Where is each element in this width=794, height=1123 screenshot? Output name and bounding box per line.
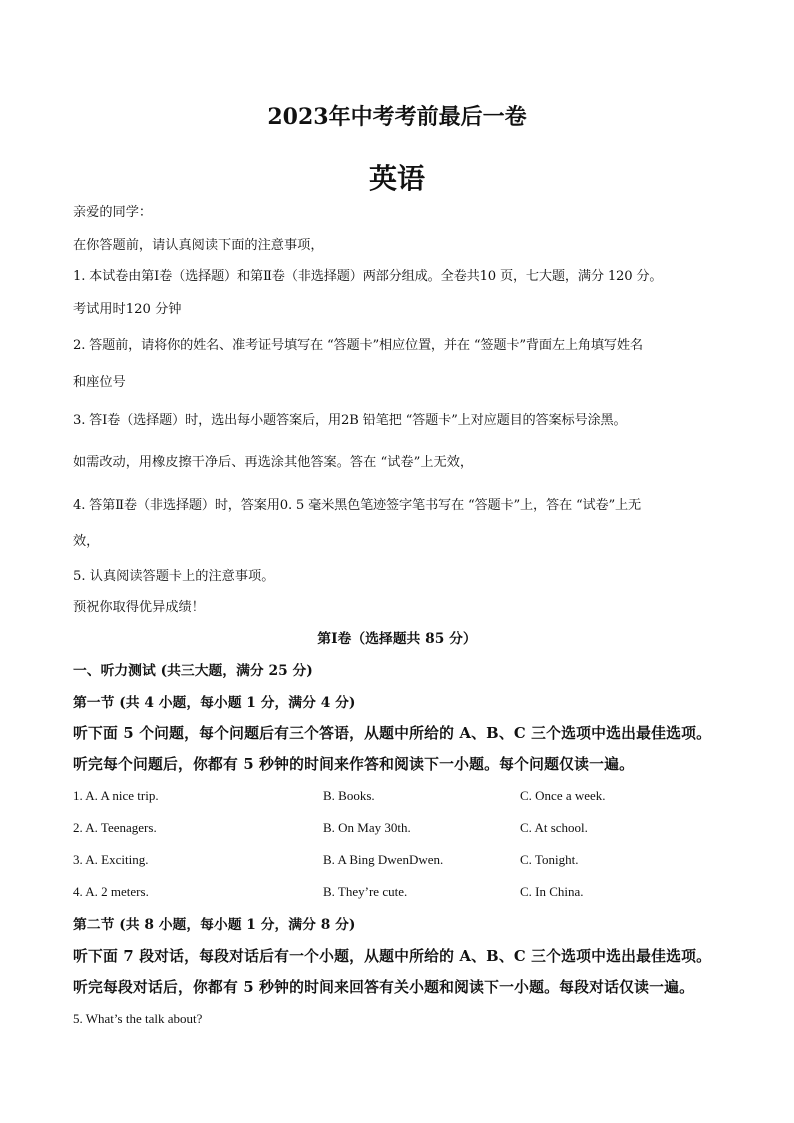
q2-option-c: C. At school. bbox=[520, 820, 588, 835]
q2-option-b: B. On May 30th. bbox=[323, 820, 411, 835]
note-item-3a: 3. 答Ⅰ卷（选择题）时，选出每小题答案后，用2B 铅笔把 “答题卡”上对应题目的答案标号涂黑。 bbox=[73, 413, 627, 428]
q3-option-a: 3. A. Exciting. bbox=[73, 852, 149, 867]
subsection-2-instruction-b: 听完每段对话后，你都有 5 秒钟的时间来回答有关小题和阅读下一小题。每段对话仅读一遍。 bbox=[73, 979, 695, 996]
q3-option-c: C. Tonight. bbox=[520, 852, 579, 867]
notes-intro: 在你答题前，请认真阅读下面的注意事项， bbox=[73, 238, 324, 253]
note-item-3b: 如需改动，用橡皮擦干净后、再选涂其他答案。答在 “试卷”上无效， bbox=[73, 455, 474, 470]
q4-option-b: B. They’re cute. bbox=[323, 884, 408, 899]
note-item-2a: 2. 答题前，请将你的姓名、准考证号填写在 “答题卡”相应位置，并在 “签题卡”背面左上角填写姓名 bbox=[73, 338, 643, 353]
question-5: 5. What’s the talk about? bbox=[73, 1011, 203, 1026]
subsection-1-instruction-b: 听完每个问题后，你都有 5 秒钟的时间来作答和阅读下一小题。每个问题仅读一遍。 bbox=[73, 756, 635, 773]
note-item-2b: 和座位号 bbox=[73, 375, 126, 390]
subsection-1-instruction-a: 听下面 5 个问题，每个问题后有三个答语，从题中所给的 A、B、C 三个选项中选出最佳选项。 bbox=[73, 725, 712, 742]
subsection-2-instruction-a: 听下面 7 段对话，每段对话后有一个小题，从题中所给的 A、B、C 三个选项中选出最佳选项。 bbox=[73, 948, 712, 965]
q1-option-c: C. Once a week. bbox=[520, 788, 606, 803]
q3-option-b: B. A Bing DwenDwen. bbox=[323, 852, 444, 867]
note-item-4b: 效， bbox=[73, 534, 100, 549]
q1-option-a: 1. A. A nice trip. bbox=[73, 788, 159, 803]
greeting: 亲爱的同学： bbox=[73, 205, 153, 220]
note-item-4a: 4. 答第Ⅱ卷（非选择题）时，答案用0. 5 毫米黑色笔迹签字笔书写在 “答题卡”上，答在 “试卷”上无 bbox=[73, 498, 641, 513]
q4-option-a: 4. A. 2 meters. bbox=[73, 884, 149, 899]
wish-text: 预祝你取得优异成绩！ bbox=[73, 600, 205, 615]
subject-title: 英语 bbox=[368, 162, 425, 195]
subsection-2-title: 第二节 (共 8 小题，每小题 1 分，满分 8 分) bbox=[73, 917, 356, 933]
note-item-1a: 1. 本试卷由第Ⅰ卷（选择题）和第Ⅱ卷（非选择题）两部分组成。全卷共10 页，七大题，满分 120 分。 bbox=[73, 269, 663, 284]
part-heading: 第Ⅰ卷（选择题共 85 分） bbox=[317, 631, 477, 647]
note-item-1b: 考试用时120 分钟 bbox=[73, 302, 182, 317]
q4-option-c: C. In China. bbox=[520, 884, 584, 899]
exam-title: 2023年中考考前最后一卷 bbox=[267, 104, 527, 130]
section-title: 一、听力测试 (共三大题，满分 25 分) bbox=[73, 663, 313, 679]
subsection-1-title: 第一节 (共 4 小题，每小题 1 分，满分 4 分) bbox=[73, 695, 356, 711]
q1-option-b: B. Books. bbox=[323, 788, 375, 803]
note-item-5: 5. 认真阅读答题卡上的注意事项。 bbox=[73, 569, 275, 584]
q2-option-a: 2. A. Teenagers. bbox=[73, 820, 157, 835]
